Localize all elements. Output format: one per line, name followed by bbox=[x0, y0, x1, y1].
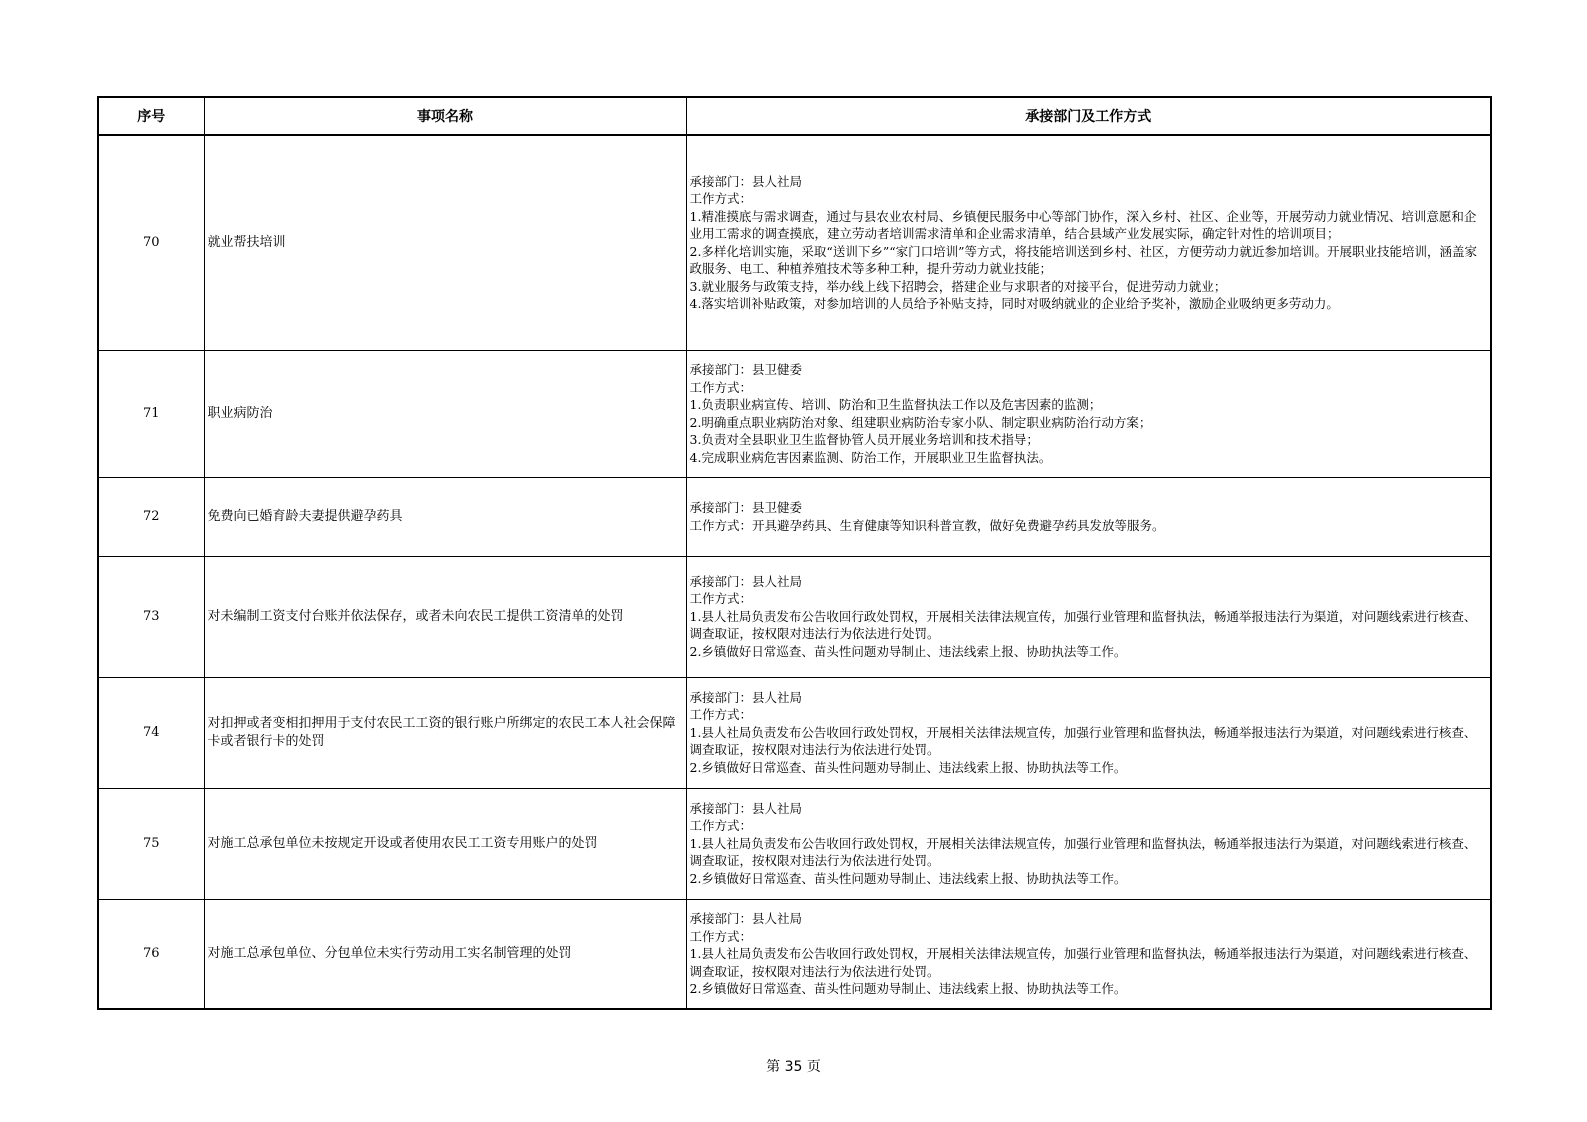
method-line: 工作方式：开具避孕药具、生育健康等知识科普宣教，做好免费避孕药具发放等服务。 bbox=[689, 517, 1165, 533]
department-method-cell bbox=[686, 477, 1491, 556]
table-row bbox=[98, 677, 1491, 788]
method-line: 工作方式： bbox=[689, 591, 753, 607]
serial-number-cell: 70 bbox=[98, 135, 204, 350]
method-line: 承接部门：县卫健委 bbox=[689, 500, 803, 515]
header-item-name: 事项名称 bbox=[204, 97, 686, 135]
page-number: 第 35 页 bbox=[766, 1059, 821, 1075]
table-row bbox=[98, 556, 1491, 677]
method-line: 承接部门：县人社局 bbox=[689, 689, 803, 705]
method-line: 2.多样化培训实施，采取“送训下乡”“家门口培训”等方式，将技能培训送到乡村、社区，方便劳动力就近参加培训。开展职业技能培训，涵盖家政服务、电工、种植养殖技术等多种工种，提升劳动力就业技能； bbox=[689, 243, 1477, 277]
department-method-cell bbox=[686, 556, 1491, 677]
method-line: 1.县人社局负责发布公告收回行政处罚权，开展相关法律法规宣传，加强行业管理和监督执法，畅通举报违法行为渠道，对问题线索进行核查、调查取证，按权限对违法行为依法进行处罚。 bbox=[689, 946, 1477, 979]
department-method-cell bbox=[686, 350, 1491, 477]
item-name-cell: 免费向已婚育龄夫妻提供避孕药具 bbox=[204, 477, 686, 556]
department-method-cell bbox=[686, 135, 1491, 350]
serial-number-cell: 75 bbox=[98, 788, 204, 899]
method-line: 工作方式： bbox=[689, 707, 753, 723]
method-line: 4.完成职业病危害因素监测、防治工作，开展职业卫生监督执法。 bbox=[689, 449, 1052, 465]
method-line: 2.明确重点职业病防治对象、组建职业病防治专家小队、制定职业病防治行动方案； bbox=[689, 414, 1152, 430]
table-row bbox=[98, 899, 1491, 1009]
method-line: 承接部门：县人社局 bbox=[689, 573, 803, 589]
item-name-cell: 对施工总承包单位未按规定开设或者使用农民工工资专用账户的处罚 bbox=[204, 788, 686, 899]
header-department-method: 承接部门及工作方式 bbox=[686, 97, 1491, 135]
method-line: 1.县人社局负责发布公告收回行政处罚权，开展相关法律法规宣传，加强行业管理和监督执法，畅通举报违法行为渠道，对问题线索进行核查、调查取证，按权限对违法行为依法进行处罚。 bbox=[689, 724, 1477, 758]
method-line: 4.落实培训补贴政策，对参加培训的人员给予补贴支持，同时对吸纳就业的企业给予奖补，激励企业吸纳更多劳动力。 bbox=[689, 296, 1339, 312]
serial-number-cell: 72 bbox=[98, 477, 204, 556]
method-line: 工作方式： bbox=[689, 191, 753, 207]
item-name-cell: 就业帮扶培训 bbox=[204, 135, 686, 350]
method-line: 工作方式： bbox=[689, 928, 753, 944]
table-row bbox=[98, 477, 1491, 556]
method-line: 承接部门：县人社局 bbox=[689, 173, 803, 189]
table-row bbox=[98, 788, 1491, 899]
method-line: 2.乡镇做好日常巡查、苗头性问题劝导制止、违法线索上报、协助执法等工作。 bbox=[689, 643, 1127, 659]
method-line: 承接部门：县卫健委 bbox=[689, 362, 803, 377]
method-line: 2.乡镇做好日常巡查、苗头性问题劝导制止、违法线索上报、协助执法等工作。 bbox=[689, 981, 1127, 996]
method-line: 1.负责职业病宣传、培训、防治和卫生监督执法工作以及危害因素的监测； bbox=[689, 397, 1102, 412]
method-line: 1.精准摸底与需求调查，通过与县农业农村局、乡镇便民服务中心等部门协作，深入乡村、社区、企业等，开展劳动力就业情况、培训意愿和企业用工需求的调查摸底，建立劳动者培训需求清单和企业需求清单，结合县域产业发展实际，确定针对性的培训项目； bbox=[689, 208, 1477, 242]
method-line: 承接部门：县人社局 bbox=[689, 911, 803, 926]
item-name-cell: 对未编制工资支付台账并依法保存，或者未向农民工提供工资清单的处罚 bbox=[204, 556, 686, 677]
header-serial-number: 序号 bbox=[98, 97, 204, 135]
method-line: 1.县人社局负责发布公告收回行政处罚权，开展相关法律法规宣传，加强行业管理和监督执法，畅通举报违法行为渠道，对问题线索进行核查、调查取证，按权限对违法行为依法进行处罚。 bbox=[689, 835, 1477, 869]
method-line: 3.就业服务与政策支持，举办线上线下招聘会，搭建企业与求职者的对接平台，促进劳动力就业； bbox=[689, 278, 1227, 294]
item-name-cell: 对施工总承包单位、分包单位未实行劳动用工实名制管理的处罚 bbox=[204, 899, 686, 1009]
method-line: 承接部门：县人社局 bbox=[689, 800, 803, 816]
method-line: 2.乡镇做好日常巡查、苗头性问题劝导制止、违法线索上报、协助执法等工作。 bbox=[689, 759, 1127, 775]
items-table bbox=[97, 96, 1492, 1010]
department-method-cell bbox=[686, 788, 1491, 899]
method-line: 工作方式： bbox=[689, 379, 753, 395]
table-row bbox=[98, 350, 1491, 477]
method-line: 3.负责对全县职业卫生监督协管人员开展业务培训和技术指导； bbox=[689, 432, 1039, 447]
table-row bbox=[98, 135, 1491, 350]
item-name-cell: 对扣押或者变相扣押用于支付农民工工资的银行账户所绑定的农民工本人社会保障卡或者银行卡的处罚 bbox=[204, 677, 686, 788]
serial-number-cell: 76 bbox=[98, 899, 204, 1009]
item-name-cell: 职业病防治 bbox=[204, 350, 686, 477]
method-line: 1.县人社局负责发布公告收回行政处罚权，开展相关法律法规宣传，加强行业管理和监督执法，畅通举报违法行为渠道，对问题线索进行核查、调查取证，按权限对违法行为依法进行处罚。 bbox=[689, 608, 1477, 642]
table-header-row bbox=[98, 97, 1491, 135]
method-line: 2.乡镇做好日常巡查、苗头性问题劝导制止、违法线索上报、协助执法等工作。 bbox=[689, 870, 1127, 886]
department-method-cell bbox=[686, 677, 1491, 788]
serial-number-cell: 71 bbox=[98, 350, 204, 477]
department-method-cell bbox=[686, 899, 1491, 1009]
serial-number-cell: 73 bbox=[98, 556, 204, 677]
serial-number-cell: 74 bbox=[98, 677, 204, 788]
method-line: 工作方式： bbox=[689, 818, 753, 834]
